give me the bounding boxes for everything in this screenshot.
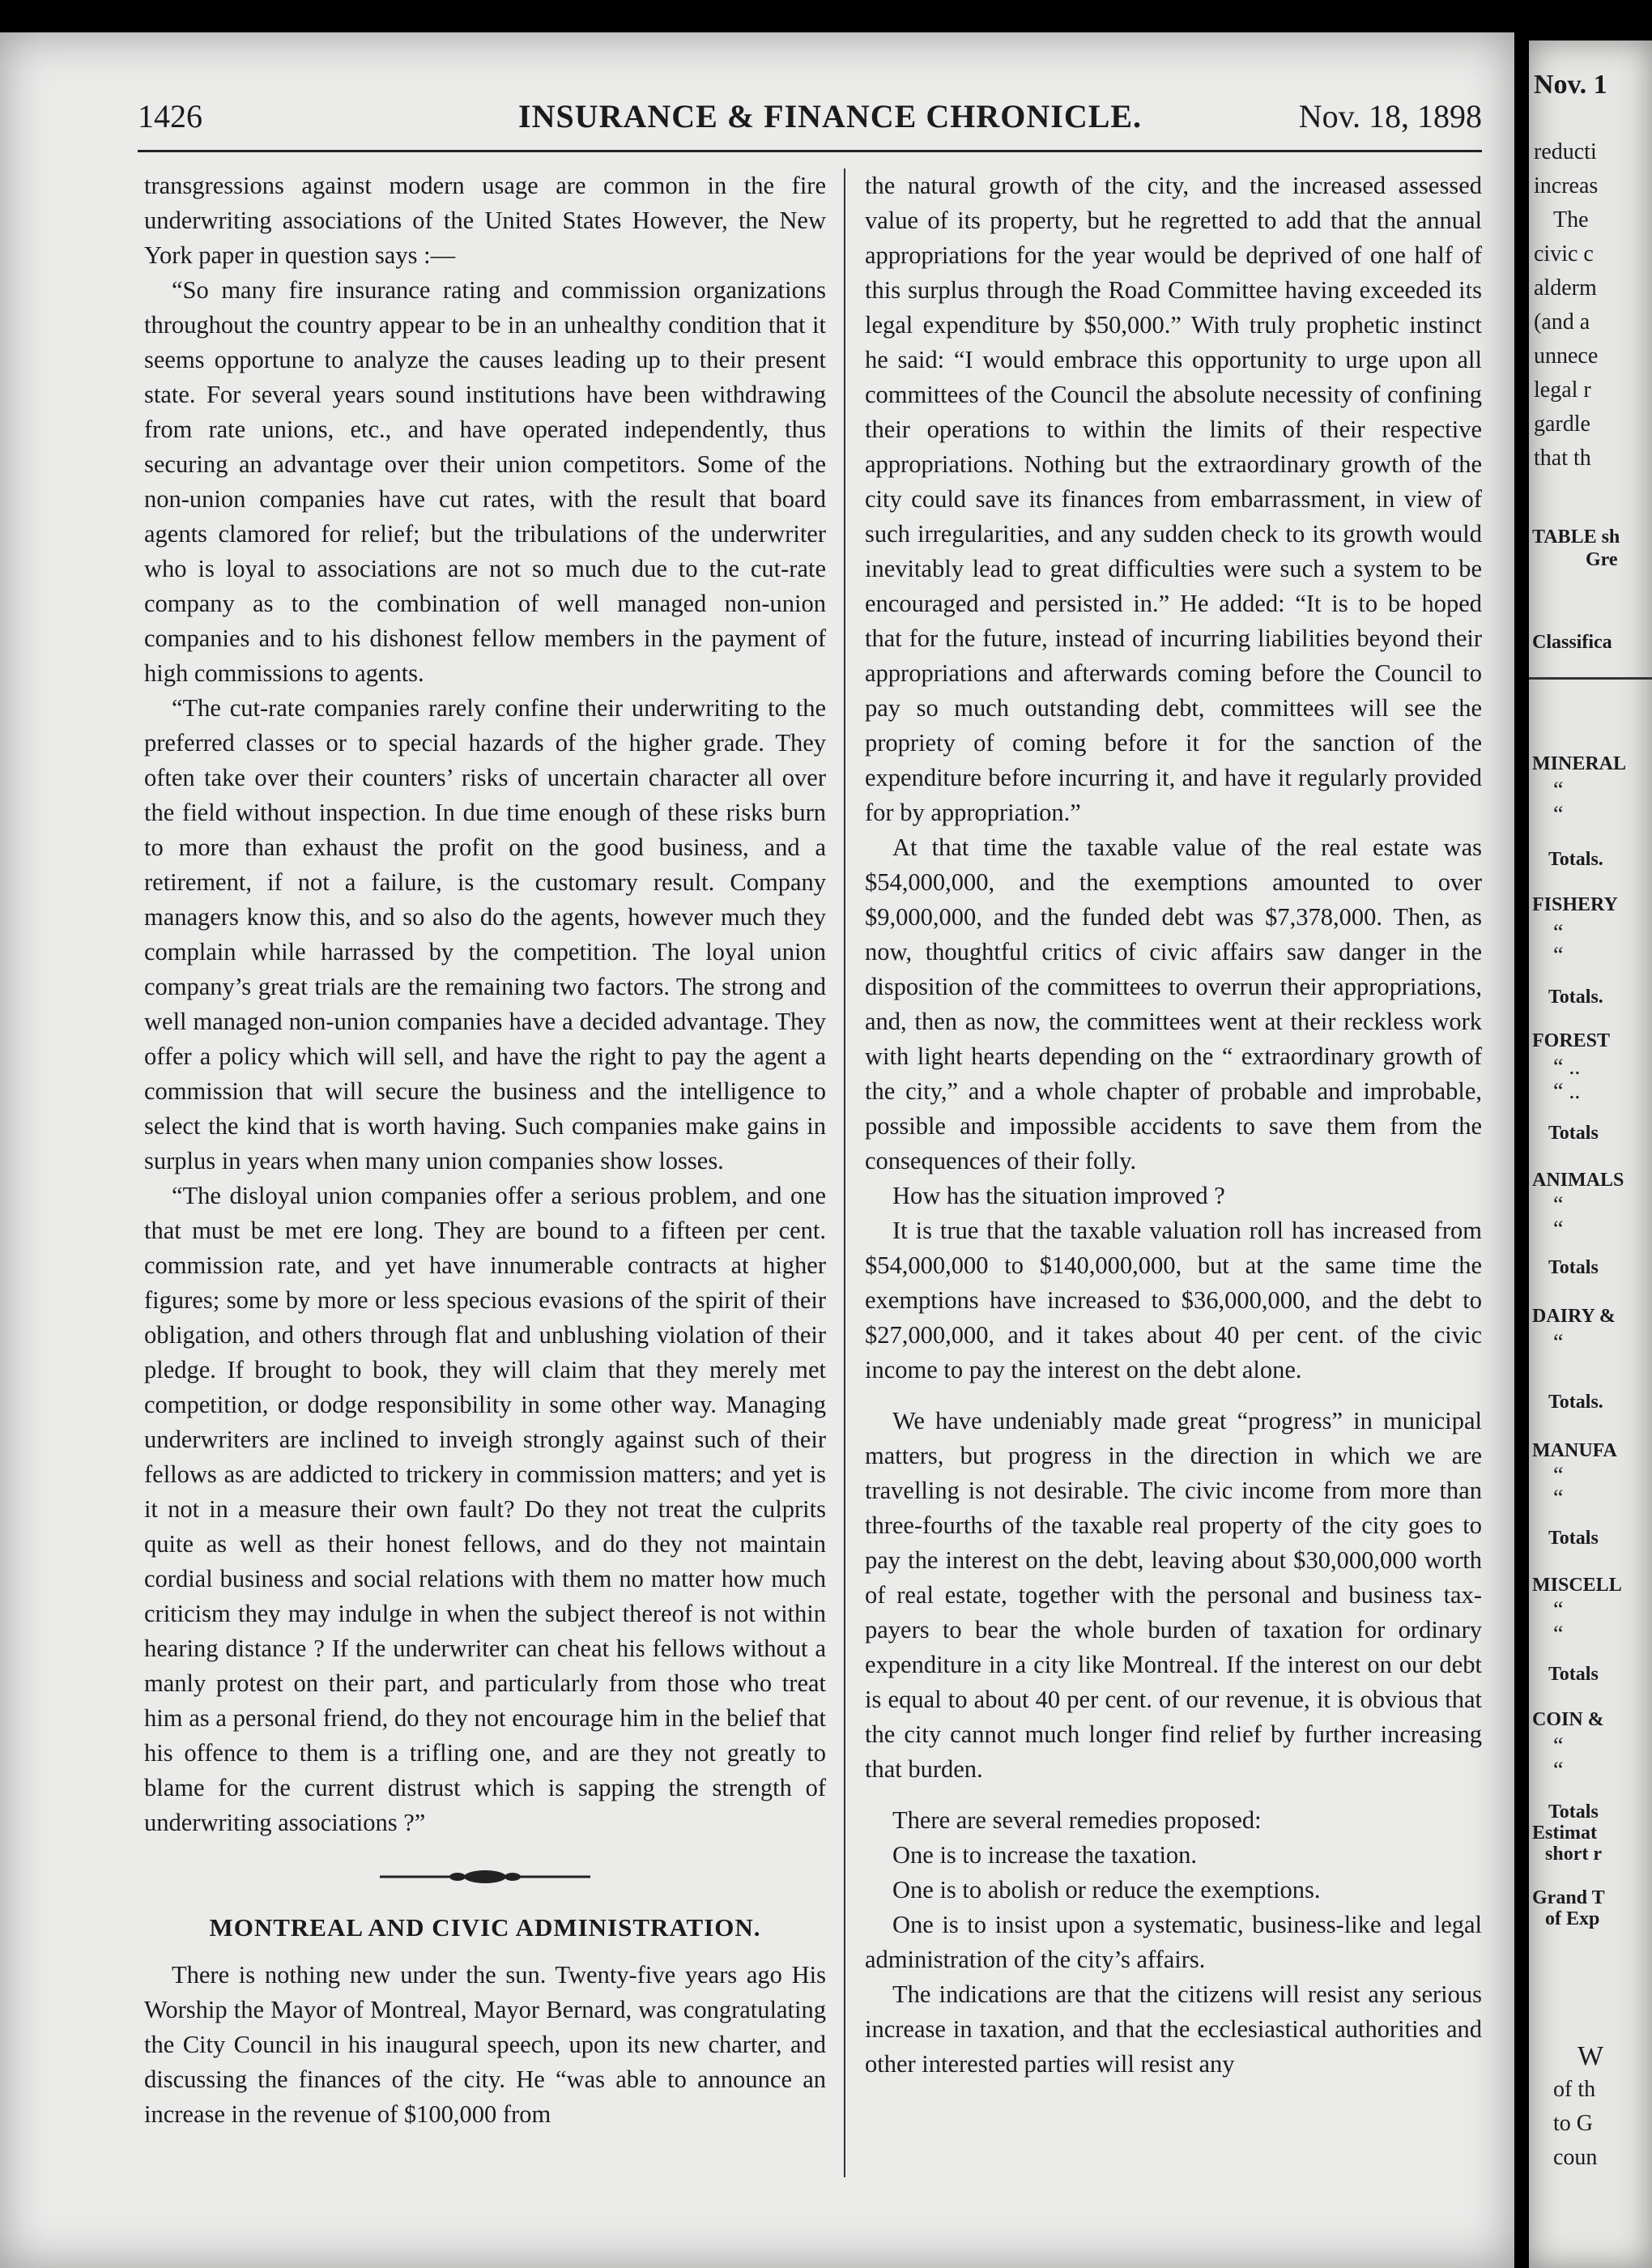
newspaper-page [0, 32, 1514, 2268]
facing-table-title: Gre [1586, 549, 1618, 570]
facing-row: “ [1553, 920, 1564, 945]
left-column [144, 168, 826, 2132]
paragraph: One is to abolish or reduce the exemptions. [892, 1876, 1321, 1904]
paragraph: the natural growth of the city, and the increased assessed value of its property, but he regretted to add that the annual appropriations for the year would be deprived of one half of this surplus through the Road Committee having exceeded its legal expenditure by $50,000.” With truly prophetic instinct he said: “I would embrace this opportunity to urge upon all committees of the Council the absolute necessity of confining their operations to within the limits of their respective appropriations. Nothing but the extraordinary growth of the city could save its finances from embarrassment, in view of such irregularities, and any sudden check to its growth would inevitably lead to great difficulties were such a system to be encouraged and persisted in.” He added: “It is to be hoped that for the future, instead of incurring liabilities beyond their appropriations and afterwards coming before the Council to pay so much outstanding debt, committees will see the propriety of coming before it for the sanction of the expenditure before incurring it, and have it regularly provided for by appropriation.” [865, 172, 1482, 826]
facing-row: “ [1553, 778, 1564, 803]
facing-row: “ [1553, 802, 1564, 827]
facing-row: Estimat [1532, 1823, 1597, 1844]
facing-row: FISHERY [1532, 894, 1618, 915]
publication-title: INSURANCE & FINANCE CHRONICLE. [518, 98, 1143, 134]
facing-row: Totals [1548, 1801, 1599, 1823]
facing-text-line: (and a [1534, 309, 1590, 335]
facing-row: Grand T [1532, 1887, 1605, 1908]
facing-page-header: Nov. 1 [1534, 70, 1607, 100]
facing-text-line: civic c [1534, 241, 1594, 266]
right-column [865, 168, 1482, 2082]
ornament-divider-icon [380, 1868, 590, 1886]
paragraph: “The disloyal union companies offer a serious problem, and one that must be met ere long. They are bound to a fifteen per cent. commission rate, and yet have innumerable contracts at higher figures; some by more or less specious evasions of the spirit of their obligation, and others through flat and unblushing violation of their pledge. If brought to book, they will claim that they merely met competition, or dodge responsibility in some other way. Managing underwriters are inclined to inveigh strongly against such of their fellows as are addicted to trickery in commission matters; and yet is it not in a measure their own fault? Do they not treat the culprits quite as well as their honest fellows, and do they not maintain cordial business and social relations with them no matter how much criticism they may indulge in when the subject thereof is not within hearing distance ? If the underwriter can cheat his fellows without a manly protest on their part, and particularly from those who treat him as a personal friend, do they not encourage him in the belief that his offence to them is a trifling one, and are they not greatly to blame for the current distrust which is sapping the strength of underwriting associations ?” [144, 1182, 826, 1836]
facing-row: “ [1553, 1192, 1564, 1217]
paragraph: transgressions against modern usage are common in the fire underwriting associations of the United States However, the New York paper in question says :— [144, 172, 826, 269]
page-header [138, 97, 1482, 146]
facing-row: “ [1553, 1622, 1564, 1647]
paragraph: There are several remedies proposed: [892, 1806, 1262, 1834]
section-heading: MONTREAL AND CIVIC ADMINISTRATION. [209, 1913, 761, 1942]
paragraph: The indications are that the citizens will resist any serious increase in taxation, and that the ecclesiastical authorities and other interested parties will resist any [865, 1980, 1482, 2078]
facing-row: FOREST [1532, 1030, 1611, 1051]
paragraph: At that time the taxable value of the real estate was $54,000,000, and the exemptions amounted to over $9,000,000, and the funded debt was $7,378,000. Then, as now, thoughtful critics of civic affairs saw danger in the disposition of the committees to overrun their appropriations, and, then as now, the committees went at their reckless work with light hearts depending on the “ extraordinary growth of the city,” and a whole chapter of probable and improbable, possible and impossible accidents to save them from the consequences of their folly. [865, 833, 1482, 1174]
facing-row: DAIRY & [1532, 1306, 1616, 1327]
facing-row: Totals [1548, 1664, 1599, 1685]
column-rule [844, 168, 845, 2177]
page-number: 1426 [138, 98, 202, 134]
paragraph: How has the situation improved ? [892, 1182, 1225, 1209]
facing-row: “ [1553, 1758, 1564, 1783]
facing-page-edge [1529, 40, 1652, 2268]
facing-row: Totals. [1548, 849, 1603, 870]
facing-row: “ [1553, 1217, 1564, 1242]
facing-text-line: alderm [1534, 275, 1597, 301]
facing-row: COIN & [1532, 1709, 1604, 1730]
paragraph: “The cut-rate companies rarely confine their underwriting to the preferred classes or to special hazards of the higher grade. They often take over their counters’ risks of uncertain character all over the field without inspection. In due time enough of these risks burn to more than exhaust the profit on the good business, and a retirement, if not a failure, is the customary result. Company managers know this, and so also do the agents, however much they complain while harrassed by the competition. The loyal union company’s great trials are the remaining two factors. The strong and well managed non-union companies have a decided advantage. They offer a policy which will sell, and have the right to pay the agent a commission that will secure the business and the intelligence to select the kind that is worth having. Such companies make gains in surplus in years when many union companies show losses. [144, 694, 826, 1174]
facing-row: Totals [1548, 1257, 1599, 1278]
facing-row: “ [1553, 1330, 1564, 1355]
facing-row: MISCELL [1532, 1575, 1622, 1596]
facing-text-line: to G [1553, 2111, 1593, 2136]
facing-text-line: that th [1534, 446, 1591, 471]
facing-row: “ [1553, 1597, 1564, 1622]
facing-row: MANUFA [1532, 1440, 1617, 1461]
issue-date: Nov. 18, 1898 [1298, 98, 1482, 134]
facing-row: “ [1553, 943, 1564, 968]
facing-row: short r [1545, 1844, 1602, 1865]
facing-text-line: reducti [1534, 139, 1597, 164]
facing-text-line: W [1577, 2041, 1604, 2071]
facing-row: Totals [1548, 1528, 1599, 1549]
facing-text-line: gardle [1534, 411, 1590, 437]
paragraph: One is to insist upon a systematic, business-like and legal administration of the city’s affairs. [865, 1911, 1482, 1973]
facing-text-line: of th [1553, 2077, 1596, 2102]
paragraph: One is to increase the taxation. [892, 1841, 1198, 1869]
facing-row: Totals. [1548, 1392, 1603, 1413]
header-rule [138, 150, 1482, 152]
facing-row: Totals. [1548, 987, 1603, 1008]
facing-table-title: TABLE sh [1532, 526, 1620, 548]
facing-row: “ [1553, 1463, 1564, 1488]
facing-text-line: unnece [1534, 343, 1599, 369]
facing-text-line: increas [1534, 173, 1599, 198]
paragraph: It is true that the taxable valuation roll has increased from $54,000,000 to $140,000,000, but at the same time the exemptions have increased to $36,000,000, and the debt to $27,000,000, and it takes about 40 per cent. of the civic income to pay the interest on the debt alone. [865, 1217, 1482, 1383]
facing-row: Totals [1548, 1123, 1599, 1144]
facing-text-line: The [1553, 207, 1589, 232]
facing-row: “ [1553, 1733, 1564, 1759]
facing-row: “ .. [1553, 1079, 1581, 1104]
facing-row: of Exp [1545, 1908, 1600, 1929]
facing-row: “ [1553, 1486, 1564, 1511]
facing-row: “ .. [1553, 1055, 1581, 1080]
facing-text-line: legal r [1534, 377, 1591, 403]
paragraph: “So many fire insurance rating and commission organizations throughout the country appear to be in an unhealthy condition that it seems opportune to analyze the causes leading up to their present state. For several years sound institutions have been withdrawing from rate unions, etc., and have operated independently, thus securing an advantage over their union competitors. Some of the non-union companies have cut rates, with the result that board agents clamored for relief; but the tribulations of the underwriter who is loyal to associations are not so much due to the cut-rate company as to the combination of well managed non-union companies and to his dishonest fellow members in the payment of high commissions to agents. [144, 276, 826, 687]
facing-table-classification: Classifica [1532, 632, 1612, 653]
facing-row: MINERAL [1532, 753, 1627, 774]
paragraph: There is nothing new under the sun. Twenty-five years ago His Worship the Mayor of Montreal, Mayor Bernard, was congratulating the City Council in his inaugural speech, upon its new charter, and discussing the finances of the city. He “was able to announce an increase in the revenue of $100,000 from [144, 1961, 826, 2128]
facing-row: ANIMALS [1532, 1170, 1624, 1191]
facing-table-rule [1529, 677, 1652, 680]
facing-text-line: coun [1553, 2145, 1598, 2170]
paragraph: We have undeniably made great “progress” in municipal matters, but progress in the direction in which we are travelling is not desirable. The civic income from more than three-fourths of the taxable real property of the city goes to pay the interest on the debt, leaving about $30,000,000 worth of real estate, together with the personal and business tax-payers to bear the whole burden of taxation for ordinary expenditure in a city like Montreal. If the interest on our debt is equal to about 40 per cent. of our revenue, it is obvious that the city cannot much longer find relief by further increasing that burden. [865, 1407, 1482, 1783]
